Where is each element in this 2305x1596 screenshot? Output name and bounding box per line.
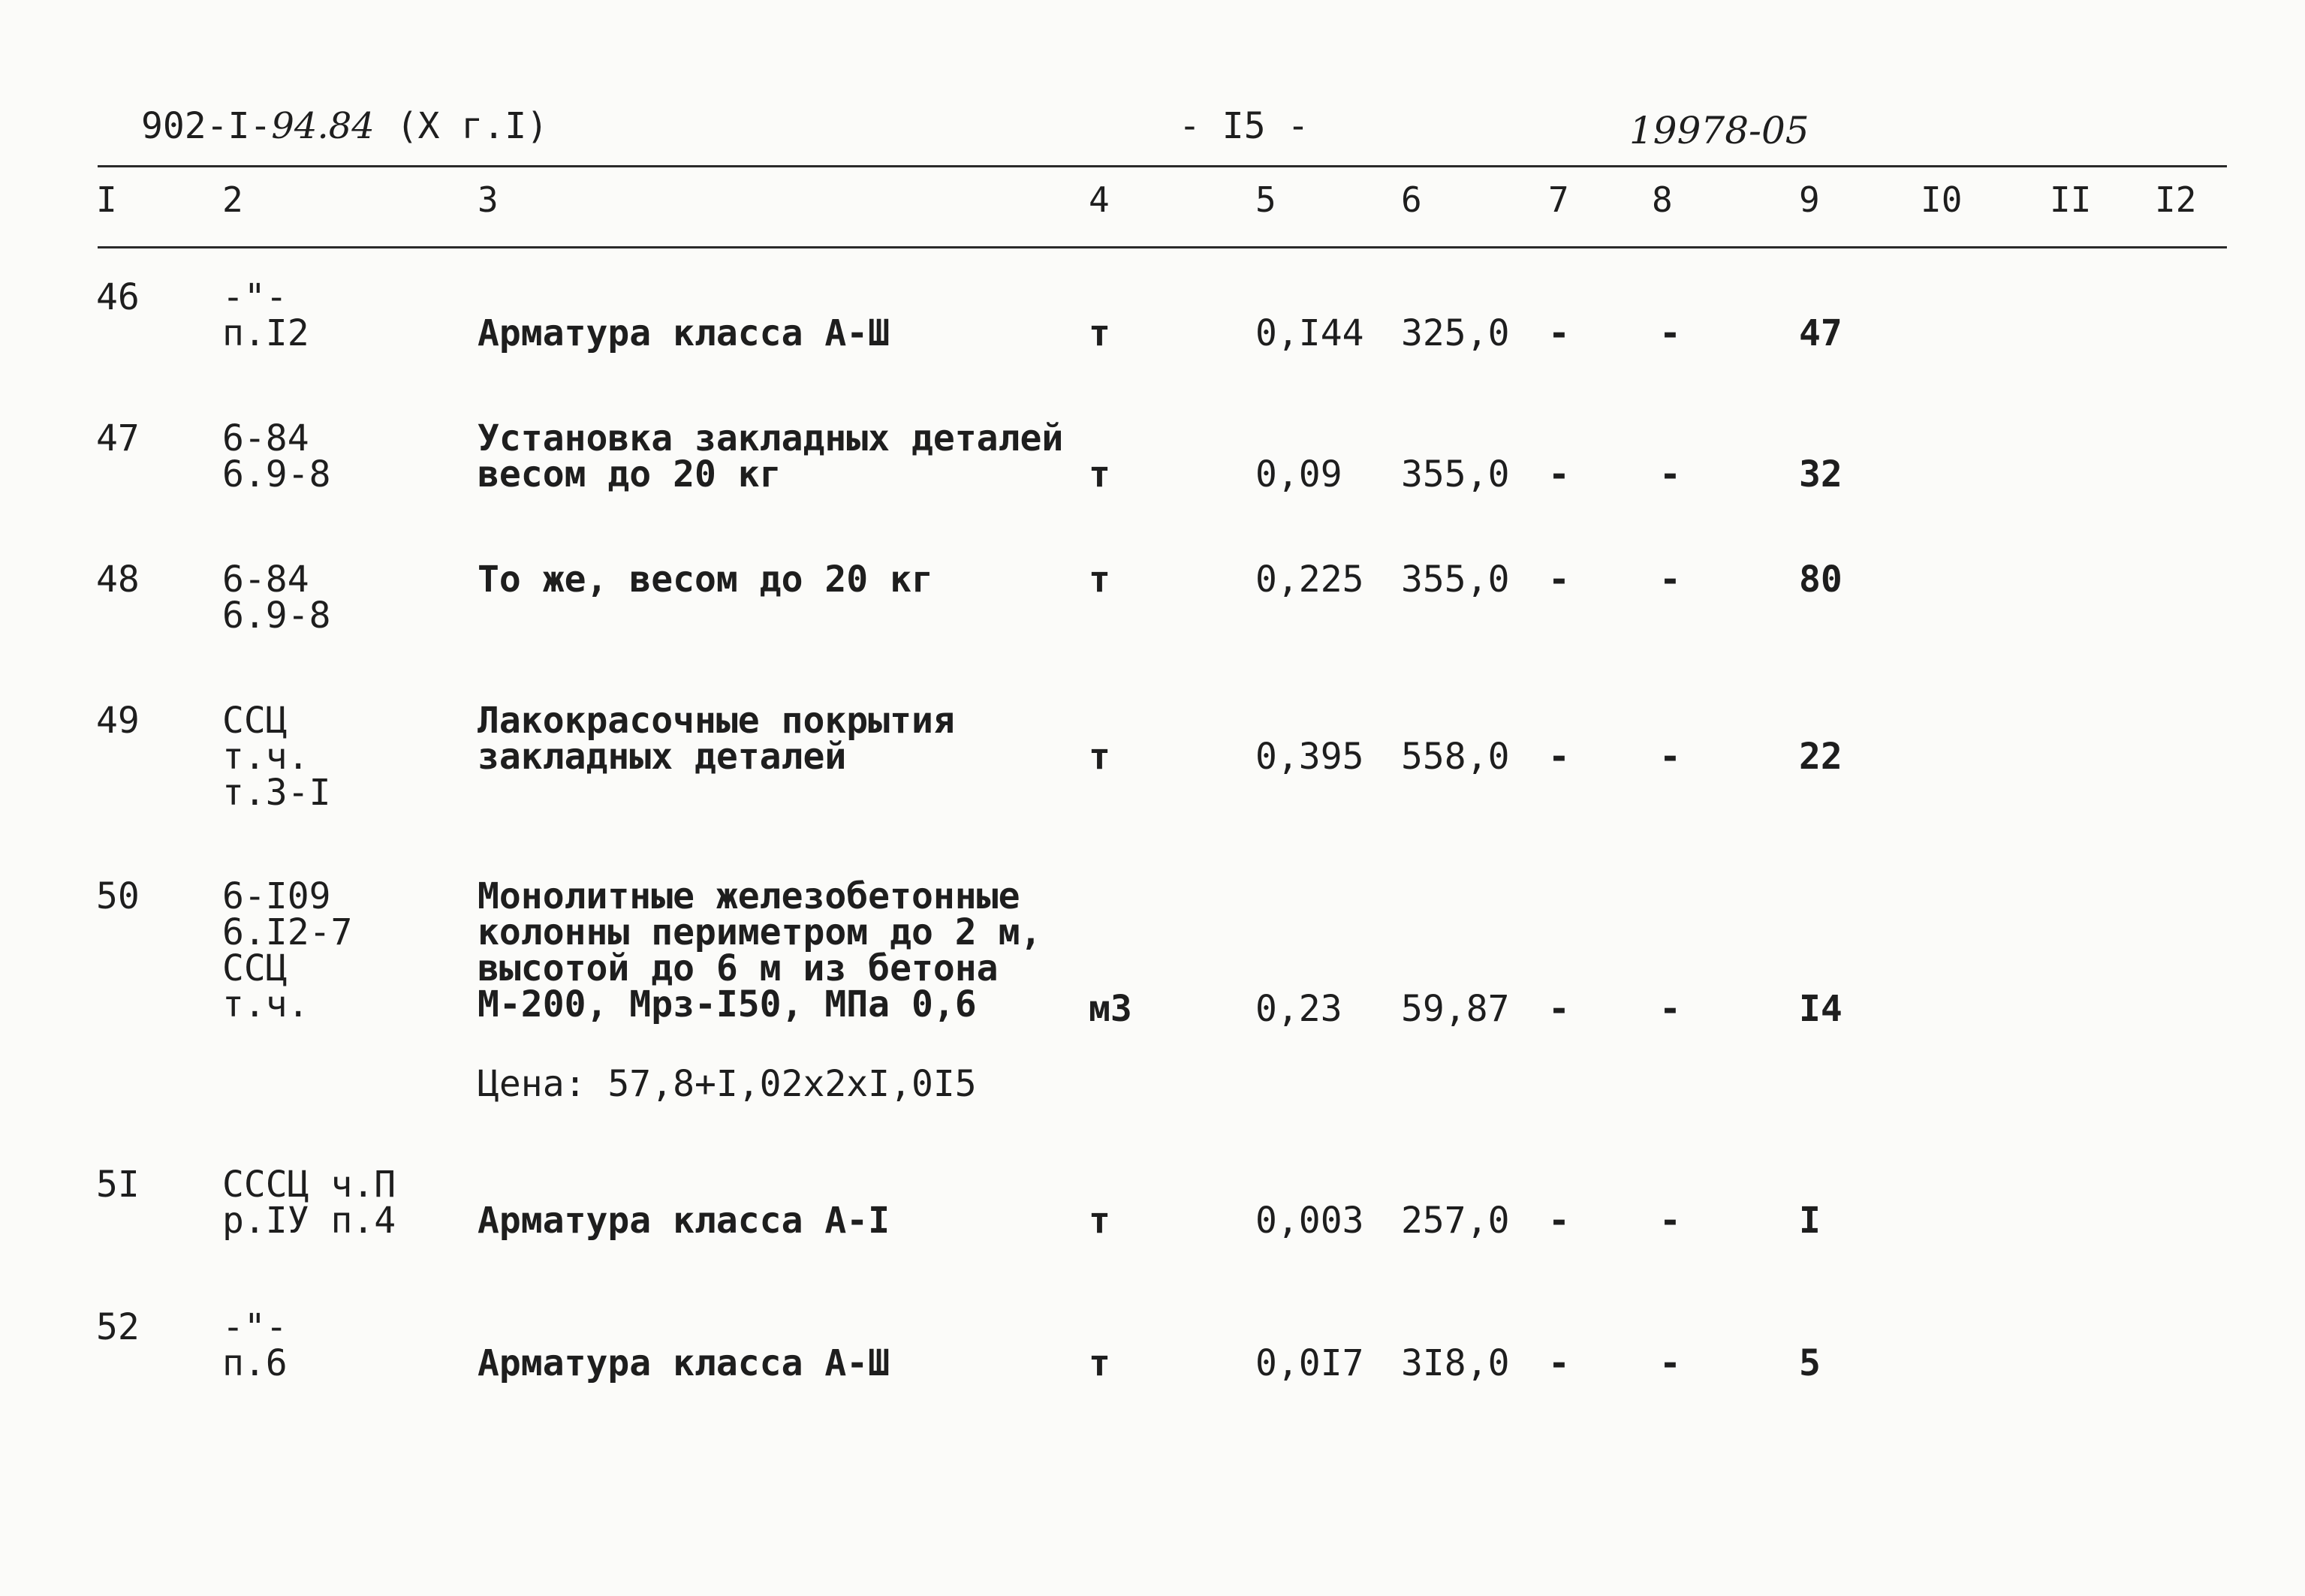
row-col7: -	[1548, 453, 1570, 495]
row-col9: I4	[1799, 988, 1842, 1030]
row-number: 50	[96, 875, 140, 917]
row-unit: т	[1089, 453, 1110, 495]
row-reference-line: п.I2	[222, 312, 309, 354]
row-description-line: Лакокрасочные покрытия	[478, 700, 955, 742]
row-description-line: М-200, Мрз-I50, МПа 0,6	[478, 983, 977, 1025]
row-reference-line: -"-	[222, 276, 288, 318]
row-quantity: 0,09	[1255, 453, 1342, 495]
row-description-line: Арматура класса А-Ш	[478, 1342, 890, 1384]
row-reference-line: СССЦ ч.П	[222, 1164, 396, 1206]
column-number-10: I0	[1921, 179, 1963, 220]
column-number-3: 3	[478, 179, 499, 220]
column-number-5: 5	[1255, 179, 1276, 220]
row-reference	[222, 875, 353, 1025]
row-reference	[222, 1164, 396, 1242]
row-col9: 22	[1799, 736, 1842, 778]
row-reference-line: т.ч.	[222, 736, 309, 778]
row-unit-price: 3I8,0	[1401, 1342, 1510, 1384]
row-reference-line: 6-84	[222, 417, 309, 459]
row-col7: -	[1548, 312, 1570, 354]
row-description	[478, 559, 933, 601]
column-number-12: I2	[2155, 179, 2197, 220]
row-description	[478, 1200, 890, 1242]
document-code-prefix: 902-I-	[141, 105, 272, 147]
row-reference-line: 6-84	[222, 559, 309, 601]
row-reference-line: т.3-I	[222, 772, 331, 814]
row-reference-line: 6.I2-7	[222, 911, 353, 953]
row-quantity: 0,23	[1255, 988, 1342, 1030]
row-reference	[222, 276, 309, 354]
row-reference-line: -"-	[222, 1306, 288, 1348]
row-description	[478, 312, 890, 354]
row-unit-price: 558,0	[1401, 736, 1510, 778]
row-number: 52	[96, 1306, 140, 1348]
row-description	[478, 875, 1042, 1025]
page-number: - I5 -	[1179, 105, 1309, 147]
row-description-line: высотой до 6 м из бетона	[478, 947, 999, 989]
row-reference	[222, 417, 331, 495]
row-unit: т	[1089, 736, 1110, 778]
row-description-line: весом до 20 кг	[478, 453, 782, 495]
row-price-note: Цена: 57,8+I,02x2xI,0I5	[478, 1063, 977, 1105]
row-reference-line: 6.9-8	[222, 453, 331, 495]
row-col8: -	[1659, 312, 1681, 354]
row-reference-line: 6.9-8	[222, 595, 331, 637]
row-col8: -	[1659, 736, 1681, 778]
row-reference-line: 6-I09	[222, 875, 331, 917]
row-number: 49	[96, 700, 140, 742]
row-unit-price: 59,87	[1401, 988, 1510, 1030]
row-reference	[222, 700, 331, 814]
row-unit-price: 325,0	[1401, 312, 1510, 354]
row-description-line: колонны периметром до 2 м,	[478, 911, 1042, 953]
row-col8: -	[1659, 453, 1681, 495]
row-description-line: Арматура класса А-I	[478, 1200, 890, 1242]
row-number: 48	[96, 559, 140, 601]
row-description	[478, 417, 1064, 495]
row-description-line: Арматура класса А-Ш	[478, 312, 890, 354]
row-reference-line: п.6	[222, 1342, 288, 1384]
row-description-line: Монолитные железобетонные	[478, 875, 1020, 917]
row-description-line: То же, весом до 20 кг	[478, 559, 933, 601]
column-number-2: 2	[222, 179, 243, 220]
row-col7: -	[1548, 736, 1570, 778]
row-reference-line: ССЦ	[222, 947, 288, 989]
row-col9: 47	[1799, 312, 1842, 354]
document-code-suffix: (X г.I)	[374, 105, 548, 147]
row-quantity: 0,395	[1255, 736, 1364, 778]
row-number: 47	[96, 417, 140, 459]
document-code	[141, 105, 548, 147]
row-col7: -	[1548, 1200, 1570, 1242]
row-col8: -	[1659, 559, 1681, 601]
header-top-rule	[98, 165, 2227, 167]
column-number-8: 8	[1652, 179, 1673, 220]
row-col7: -	[1548, 1342, 1570, 1384]
row-reference-line: р.IУ п.4	[222, 1200, 396, 1242]
row-reference-line: ССЦ	[222, 700, 288, 742]
row-quantity: 0,225	[1255, 559, 1364, 601]
column-number-9: 9	[1799, 179, 1820, 220]
row-quantity: 0,I44	[1255, 312, 1364, 354]
row-reference	[222, 559, 331, 637]
column-number-11: II	[2050, 179, 2092, 220]
row-quantity: 0,003	[1255, 1200, 1364, 1242]
document-code-handwritten: 94.84	[271, 105, 375, 147]
row-col7: -	[1548, 559, 1570, 601]
column-number-4: 4	[1089, 179, 1110, 220]
row-unit-price: 257,0	[1401, 1200, 1510, 1242]
row-col8: -	[1659, 1200, 1681, 1242]
row-unit: т	[1089, 312, 1110, 354]
row-number: 46	[96, 276, 140, 318]
column-number-6: 6	[1401, 179, 1422, 220]
row-unit: т	[1089, 559, 1110, 601]
row-col7: -	[1548, 988, 1570, 1030]
row-quantity: 0,0I7	[1255, 1342, 1364, 1384]
row-col9: I	[1799, 1200, 1821, 1242]
row-unit-price: 355,0	[1401, 559, 1510, 601]
row-col8: -	[1659, 988, 1681, 1030]
row-description-line: Установка закладных деталей	[478, 417, 1064, 459]
row-description-line: закладных деталей	[478, 736, 847, 778]
row-description	[478, 1342, 890, 1384]
row-unit: м3	[1089, 988, 1132, 1030]
row-col9: 80	[1799, 559, 1842, 601]
archive-number: 19978-05	[1629, 109, 1809, 152]
row-unit-price: 355,0	[1401, 453, 1510, 495]
row-col8: -	[1659, 1342, 1681, 1384]
row-description	[478, 700, 955, 778]
column-number-7: 7	[1548, 179, 1569, 220]
row-unit: т	[1089, 1200, 1110, 1242]
row-unit: т	[1089, 1342, 1110, 1384]
header-bottom-rule	[98, 246, 2227, 248]
column-number-1: I	[96, 179, 117, 220]
row-number: 5I	[96, 1164, 140, 1206]
row-reference	[222, 1306, 288, 1384]
row-col9: 5	[1799, 1342, 1821, 1384]
row-reference-line: т.ч.	[222, 983, 309, 1025]
row-col9: 32	[1799, 453, 1842, 495]
